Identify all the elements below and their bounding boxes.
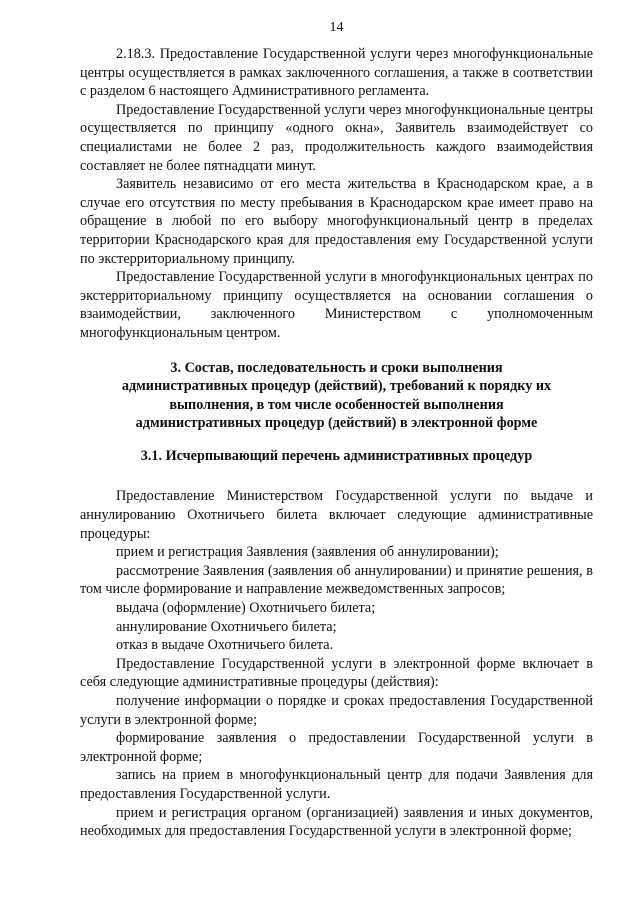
list-item: аннулирование Охотничьего билета; — [116, 618, 337, 635]
paragraph-procedures-intro: Предоставление Министерством Государственной услуги по выдаче и аннулированию Охотничьего билета включает следующие административные процедуры: — [80, 488, 593, 542]
list-item: получение информации о порядке и сроках предоставления Государственной услуги в электронной форме; — [80, 693, 593, 728]
page-number: 14 — [329, 20, 344, 35]
list-item: формирование заявления о предоставлении Государственной услуги в электронной форме; — [80, 730, 593, 765]
list-item: прием и регистрация органом (организацией) заявления и иных документов, необходимых для предоставления Государственной услуги в электронной форме; — [80, 804, 593, 840]
list-item: прием и регистрация Заявления (заявления об аннулировании); — [116, 544, 499, 561]
list-item: запись на прием в многофункциональный центр для подачи Заявления для предоставления Государственной услуги. — [80, 767, 593, 802]
list-item: выдача (оформление) Охотничьего билета; — [116, 600, 376, 617]
paragraph-electronic-intro: Предоставление Государственной услуги в электронной форме включает в себя следующие административные процедуры (действия): — [80, 655, 593, 691]
section-3-heading: 3. Состав, последовательность и сроки выполнения административных процедур (действий), требований к порядку их выполнения, в том числе особенностей выполнения административных процедур (действий) в электронной форме — [121, 359, 552, 432]
spacer — [80, 465, 593, 487]
paragraph-one-window: Предоставление Государственной услуги через многофункциональные центры осуществляется по принципу «одного окна», Заявитель взаимодействует со специалистами не более 2 раз, продолжительность каждого взаимодействия составляет не более пятнадцати минут. — [80, 101, 593, 174]
list-item: рассмотрение Заявления (заявления об аннулировании) и принятие решения, в том числе формирование и направление межведомственных запросов; — [80, 562, 593, 598]
paragraph-2-18-3: 2.18.3. Предоставление Государственной услуги через многофункциональные центры осуществляется в рамках заключенного соглашения, а также в соответствии с разделом 6 настоящего Административного регламента. — [80, 46, 593, 100]
subsection-3-1-heading: 3.1. Исчерпывающий перечень административных процедур — [140, 447, 533, 464]
list-item: отказ в выдаче Охотничьего билета. — [116, 637, 334, 654]
document-body — [80, 45, 593, 841]
paragraph-extraterritorial-agreement: Предоставление Государственной услуги в многофункциональных центрах по экстерриториальному принципу осуществляется на основании соглашения о взаимодействии, заключенного Министерством с уполномоченным многофункциональным центром. — [80, 269, 593, 341]
paragraph-extraterritorial-right: Заявитель независимо от его места жительства в Краснодарском крае, а в случае его отсутствия по месту пребывания в Краснодарском крае имеет право на обращение в любой по его выбору многофункциональный центр в пределах территории Краснодарского края для предоставления ему Государственной услуги по экстерриториальному принципу. — [80, 176, 593, 267]
